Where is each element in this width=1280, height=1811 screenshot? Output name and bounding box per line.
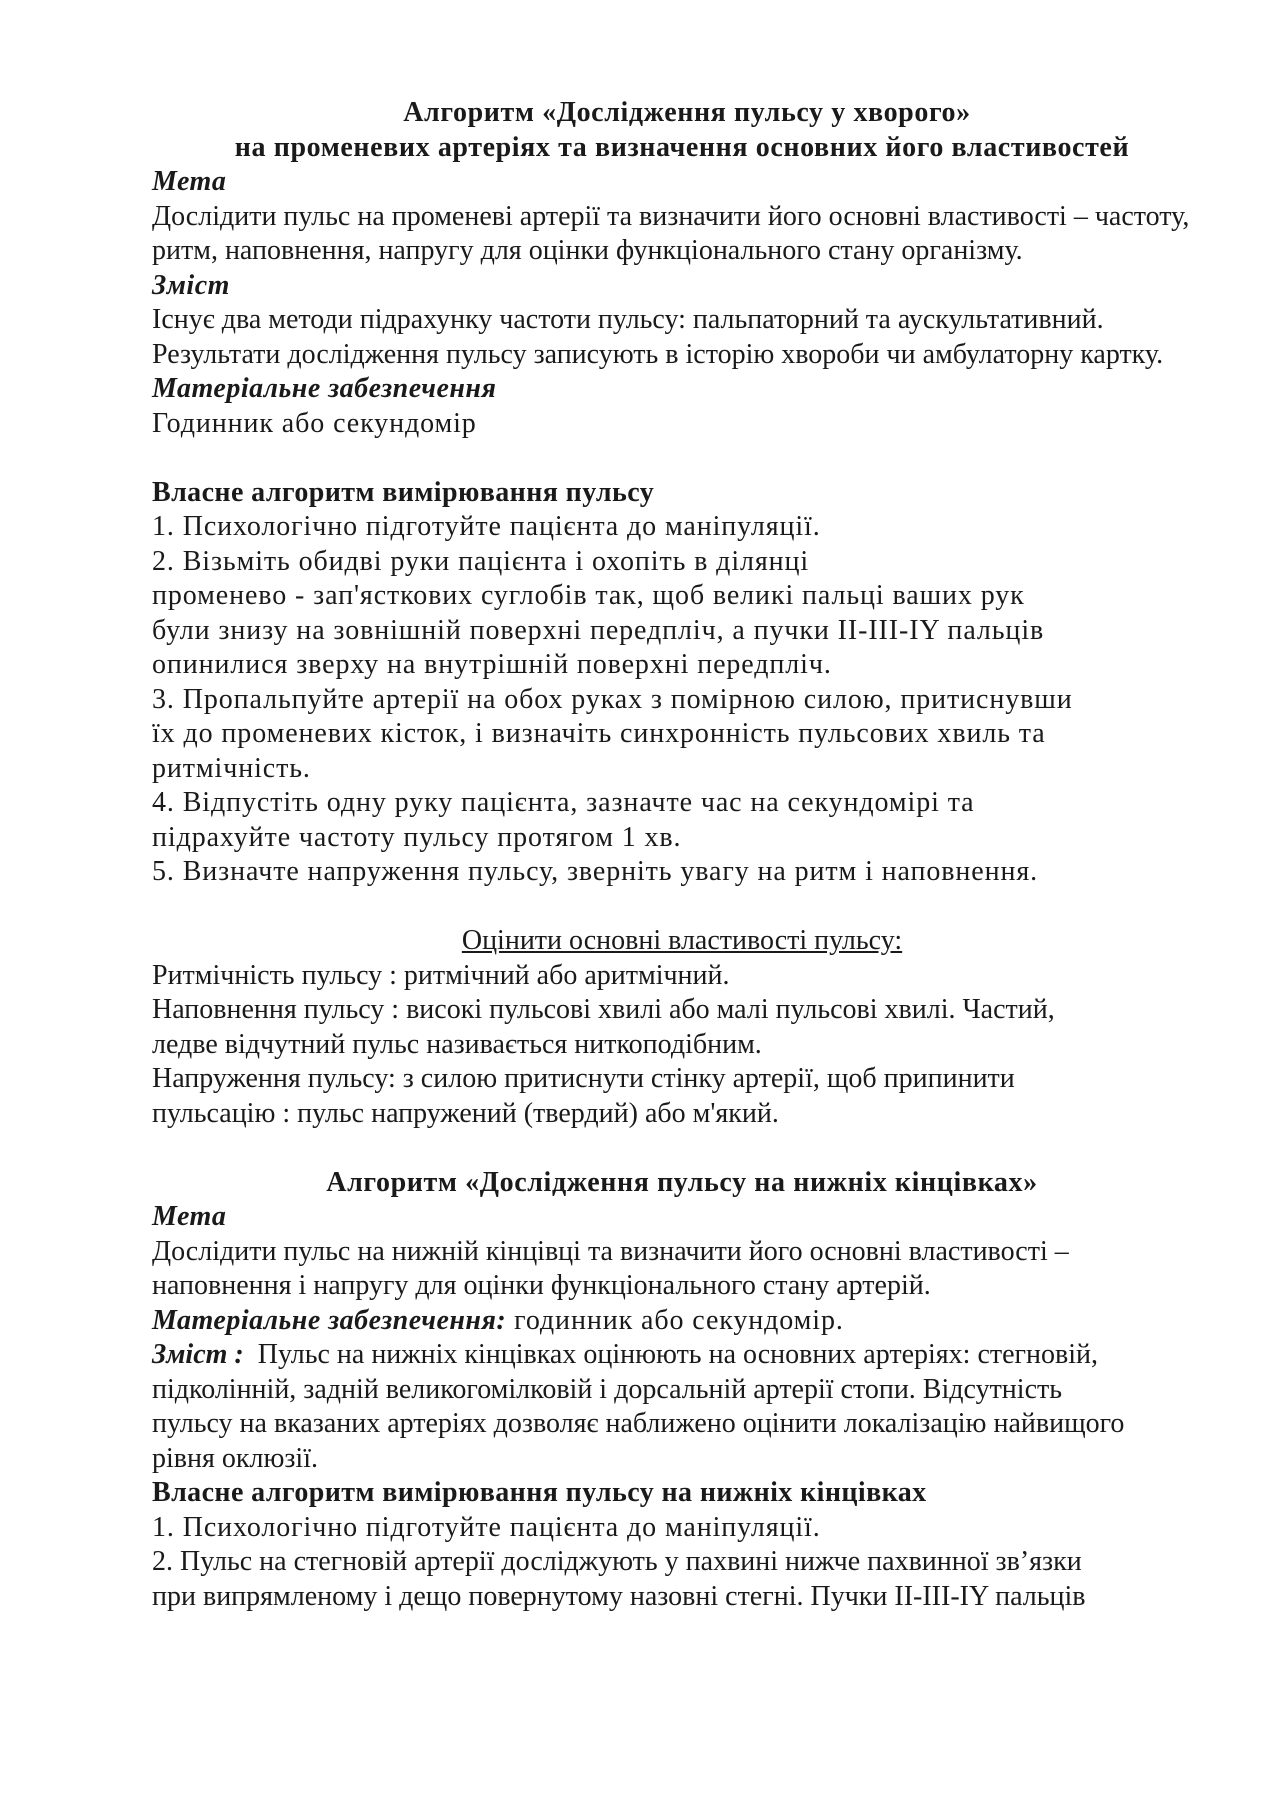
- algorithm-heading: Власне алгоритм вимірювання пульсу: [152, 476, 655, 508]
- step-line: 5. Визначте напруження пульсу, зверніть увагу на ритм і наповнення.: [152, 856, 1039, 887]
- content2-row: [152, 1338, 1212, 1373]
- property-line: Ритмічність пульсу : ритмічний або аритмічний.: [152, 959, 730, 991]
- step-line: 4. Відпустіть одну руку пацієнта, зазначте час на секундомірі та: [152, 787, 975, 818]
- materials2-text: годинник або секундомір.: [506, 1304, 844, 1336]
- step-line: підрахуйте частоту пульсу протягом 1 хв.: [152, 821, 682, 853]
- step-line: променево - зап'ясткових суглобів так, щоб великі пальці ваших рук: [152, 580, 1025, 611]
- spacer: [152, 1131, 1212, 1166]
- aim2-line: наповнення і напругу для оцінки функціонального стану артерій.: [152, 1270, 931, 1301]
- property-line: ледве відчутний пульс називається ниткоподібним.: [152, 1028, 762, 1060]
- step-line: їх до променевих кісток, і визначіть синхронність пульсових хвиль та: [152, 718, 1046, 749]
- materials2-row: [152, 1304, 1212, 1339]
- document-page: [152, 96, 1212, 1614]
- spacer: [152, 441, 1212, 476]
- document-title-line-1: Алгоритм «Дослідження пульсу у хворого»: [403, 97, 971, 128]
- content-text: Існує два методи підрахунку частоти пульсу: пальпаторний та аускультативний. Результати дослідження пульсу записують в історію хвороби чи амбулаторну картку.: [152, 304, 1164, 370]
- content2-line: Пульс на нижніх кінцівках оцінюють на основних артеріях: стегновій,: [243, 1339, 1098, 1370]
- materials-heading: Матеріальне забезпечення: [152, 373, 497, 404]
- aim-heading: Мета: [152, 166, 227, 197]
- property-line: Наповнення пульсу : високі пульсові хвилі або малі пульсові хвилі. Частий,: [152, 994, 1055, 1025]
- step2-line: 2. Пульс на стегновій артерії досліджують у пахвині нижче пахвинної зв’язки: [152, 1546, 1082, 1577]
- materials2-heading: Матеріальне забезпечення:: [152, 1304, 507, 1336]
- document-title-line-2: на променевих артеріях та визначення основних його властивостей: [234, 131, 1130, 163]
- step-line: 1. Психологічно підготуйте пацієнта до маніпуляції.: [152, 511, 821, 542]
- content2-heading: Зміст :: [152, 1339, 244, 1370]
- properties-list: [152, 959, 1212, 1132]
- step-line: опинилися зверху на внутрішній поверхні передпліч.: [152, 649, 832, 680]
- step-line: ритмічність.: [152, 752, 311, 784]
- step-line: 2. Візьміть обидві руки пацієнта і охопіть в ділянці: [152, 545, 810, 577]
- properties-heading-text: Оцінити основні властивості пульсу:: [461, 925, 903, 956]
- document-title-2: Алгоритм «Дослідження пульсу на нижніх кінцівках»: [326, 1166, 1038, 1198]
- aim-text: Дослідити пульс на променеві артерії та визначити його основні властивості – частоту, ритм, наповнення, напругу для оцінки функціонального стану організму.: [152, 200, 1190, 266]
- property-line: Напруження пульсу: з силою притиснути стінку артерії, щоб припинити: [152, 1063, 1015, 1094]
- step2-line: 1. Психологічно підготуйте пацієнта до маніпуляції.: [152, 1511, 821, 1543]
- aim2-line: Дослідити пульс на нижній кінцівці та визначити його основні властивості –: [152, 1235, 1069, 1267]
- content2-line: пульсу на вказаних артеріях дозволяє наближено оцінити локалізацію найвищого: [152, 1408, 1125, 1439]
- properties-heading: [152, 924, 1212, 959]
- property-line: пульсацію : пульс напружений (твердий) або м'який.: [152, 1097, 779, 1129]
- spacer: [152, 890, 1212, 925]
- step2-line: при випрямленому і дещо повернутому назовні стегні. Пучки II-III-IY пальців: [152, 1580, 1086, 1612]
- step-line: були знизу на зовнішній поверхні передпліч, а пучки II-III-IY пальців: [152, 614, 1045, 646]
- content-heading: Зміст: [152, 269, 230, 301]
- materials-text: Годинник або секундомір: [152, 407, 477, 439]
- aim2-heading: Мета: [152, 1201, 227, 1232]
- content2-line: підколінній, задній великогомілковій і дорсальній артерії стопи. Відсутність: [152, 1373, 1062, 1405]
- algorithm-steps: [152, 510, 1212, 890]
- content2-line: рівня оклюзії.: [152, 1442, 318, 1474]
- algorithm2-steps: [152, 1511, 1212, 1615]
- algorithm2-heading: Власне алгоритм вимірювання пульсу на нижніх кінцівках: [152, 1477, 927, 1508]
- step-line: 3. Пропальпуйте артерії на обох руках з помірною силою, притиснувши: [152, 683, 1073, 715]
